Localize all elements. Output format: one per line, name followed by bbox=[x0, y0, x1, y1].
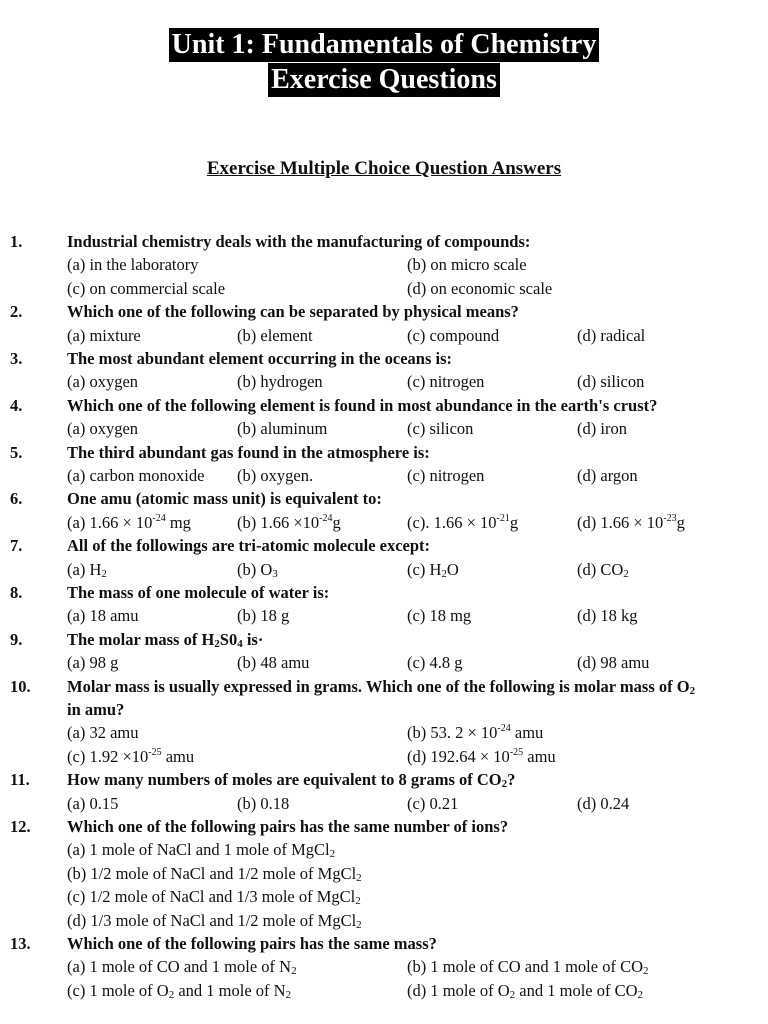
answer-option: (d) $192.64 \times 10^{-25}$ amu bbox=[407, 746, 556, 766]
answer-option: (b) $1.66 \times 10^{-24}g$ bbox=[237, 512, 341, 532]
answer-option: (a) 98 g bbox=[67, 653, 119, 673]
answer-option: (a) $H_2$ bbox=[67, 559, 107, 580]
answer-option: (a) 32 amu bbox=[67, 723, 139, 743]
question-item bbox=[0, 230, 768, 300]
option-row bbox=[67, 885, 768, 908]
question-item bbox=[0, 487, 768, 534]
answer-option: (a) 1 mole of CO and 1 mole of $N_2$ bbox=[67, 957, 297, 978]
answer-option: (d) 1/3 mole of NaCl and 1/2 mole of MgCl$_2$ bbox=[67, 910, 362, 931]
option-row bbox=[67, 745, 768, 768]
option-row bbox=[67, 651, 768, 674]
option-row bbox=[67, 838, 768, 861]
answer-option: (c) 1/2 mole of NaCl and 1/3 mole of MgCl$_2$ bbox=[67, 887, 361, 908]
question-number: 5. bbox=[10, 442, 23, 462]
option-row bbox=[67, 604, 768, 627]
answer-option: (b) hydrogen bbox=[237, 372, 323, 392]
question-item bbox=[0, 581, 768, 628]
answer-option: (b) 1 mole of CO and 1 mole of $CO_2$ bbox=[407, 957, 649, 978]
answer-option: (c) $H_2O$ bbox=[407, 559, 459, 580]
question-item bbox=[0, 932, 768, 1002]
answer-option: (d) 1 mole of $O_2$ and 1 mole of $CO_2$ bbox=[407, 980, 644, 1001]
answer-option: (a) in the laboratory bbox=[67, 255, 199, 275]
question-text: The mass of one molecule of water is: bbox=[67, 582, 330, 602]
option-row bbox=[67, 558, 768, 581]
question-item bbox=[0, 768, 768, 815]
question-text: Which one of the following pairs has the same mass? bbox=[67, 933, 437, 953]
question-text: How many numbers of moles are equivalent to 8 grams of $CO_2$? bbox=[67, 770, 516, 791]
exercise-title: Exercise Questions bbox=[268, 63, 500, 97]
question-text: All of the followings are tri-atomic molecule except: bbox=[67, 536, 431, 556]
answer-option: (a) 18 amu bbox=[67, 606, 139, 626]
answer-option: (d) 0.24 bbox=[577, 793, 630, 813]
question-number: 13. bbox=[10, 933, 31, 953]
question-text: One amu (atomic mass unit) is equivalent to: bbox=[67, 489, 382, 509]
question-text: Which one of the following pairs has the same number of ions? bbox=[67, 816, 509, 836]
answer-option: (d) 18 kg bbox=[577, 606, 638, 626]
question-number: 7. bbox=[10, 536, 23, 556]
question-number: 4. bbox=[10, 395, 23, 415]
answer-option: (b) 53. $2 \times 10^{-24}$ amu bbox=[407, 723, 544, 743]
answer-option: (c) compound bbox=[407, 325, 500, 345]
answer-option: (d) iron bbox=[577, 419, 627, 439]
unit-title: Unit 1: Fundamentals of Chemistry bbox=[169, 28, 600, 62]
answer-option: (a) 0.15 bbox=[67, 793, 119, 813]
option-row bbox=[67, 955, 768, 978]
question-text: Which one of the following element is found in most abundance in the earth's crust? bbox=[67, 395, 658, 415]
answer-option: (d) on economic scale bbox=[407, 278, 553, 298]
answer-option: (a) mixture bbox=[67, 325, 141, 345]
answer-option: (c) nitrogen bbox=[407, 465, 485, 485]
option-row bbox=[67, 324, 768, 347]
question-text: The third abundant gas found in the atmosphere is: bbox=[67, 442, 430, 462]
answer-option: (c) 4.8 g bbox=[407, 653, 463, 673]
answer-option: (d) radical bbox=[577, 325, 646, 345]
option-row bbox=[67, 277, 768, 300]
answer-option: (d) silicon bbox=[577, 372, 645, 392]
question-text: The molar mass of $H_2S0_4$ is· bbox=[67, 629, 264, 650]
answer-option: (b) oxygen. bbox=[237, 465, 314, 485]
answer-option: (d) $CO_2$ bbox=[577, 559, 629, 580]
option-row bbox=[67, 417, 768, 440]
answer-option: (c) nitrogen bbox=[407, 372, 485, 392]
answer-option: (b) aluminum bbox=[237, 419, 328, 439]
answer-option: (d) 98 amu bbox=[577, 653, 650, 673]
option-row bbox=[67, 464, 768, 487]
answer-option: (c) silicon bbox=[407, 419, 474, 439]
option-row bbox=[67, 511, 768, 534]
question-number: 12. bbox=[10, 816, 31, 836]
answer-option: (a) oxygen bbox=[67, 372, 139, 392]
question-item bbox=[0, 441, 768, 488]
option-row bbox=[67, 909, 768, 932]
answer-option: (a) carbon monoxide bbox=[67, 465, 205, 485]
option-row bbox=[67, 370, 768, 393]
question-number: 10. bbox=[10, 676, 31, 696]
answer-option: (a) $1.66 \times 10^{-24}$ mg bbox=[67, 512, 191, 532]
answer-option: (c) on commercial scale bbox=[67, 278, 226, 298]
section-subtitle: Exercise Multiple Choice Question Answers bbox=[206, 158, 562, 179]
question-item bbox=[0, 394, 768, 441]
answer-option: (c) 1 mole of $O_2$ and 1 mole of $N_2$ bbox=[67, 980, 292, 1001]
answer-option: (c) 18 mg bbox=[407, 606, 472, 626]
question-number: 6. bbox=[10, 489, 23, 509]
question-number: 1. bbox=[10, 232, 23, 251]
answer-option: (c) $1.92 \times 10^{-25}$ amu bbox=[67, 746, 195, 766]
question-text: Industrial chemistry deals with the manufacturing of compounds: bbox=[67, 232, 531, 251]
option-row bbox=[67, 253, 768, 276]
answer-option: (d) $1.66 \times 10^{-23}g$ bbox=[577, 512, 685, 532]
answer-option: (b) 0.18 bbox=[237, 793, 290, 813]
answer-option: (c). $1.66 \times 10^{-21}g$ bbox=[407, 512, 519, 532]
answer-option: (b) 18 g bbox=[237, 606, 290, 626]
option-row bbox=[67, 979, 768, 1002]
answer-option: (b) $O_3$ bbox=[237, 559, 278, 580]
question-number: 11. bbox=[10, 770, 30, 790]
question-item bbox=[0, 675, 768, 769]
answer-option: (b) 48 amu bbox=[237, 653, 310, 673]
question-item bbox=[0, 628, 768, 675]
question-text: Which one of the following can be separated by physical means? bbox=[67, 302, 519, 322]
answer-option: (b) element bbox=[237, 325, 313, 345]
question-text: Molar mass is usually expressed in grams. Which one of the following is molar mass of $O_2$ in amu? bbox=[67, 676, 696, 719]
option-row bbox=[67, 792, 768, 815]
question-list bbox=[0, 230, 768, 1002]
question-text: The most abundant element occurring in the oceans is: bbox=[67, 348, 452, 368]
question-number: 3. bbox=[10, 348, 23, 368]
question-item bbox=[0, 347, 768, 394]
option-row bbox=[67, 721, 768, 744]
answer-option: (b) 1/2 mole of NaCl and 1/2 mole of MgCl$_2$ bbox=[67, 863, 362, 884]
answer-option: (a) oxygen bbox=[67, 419, 139, 439]
answer-option: (b) on micro scale bbox=[407, 255, 527, 275]
question-item bbox=[0, 815, 768, 932]
answer-option: (a) 1 mole of NaCl and 1 mole of MgCl$_2$ bbox=[67, 840, 336, 861]
question-number: 8. bbox=[10, 582, 23, 602]
answer-option: (d) argon bbox=[577, 465, 638, 485]
question-item bbox=[0, 534, 768, 581]
title-block bbox=[0, 28, 768, 97]
answer-option: (c) 0.21 bbox=[407, 793, 459, 813]
question-number: 2. bbox=[10, 302, 23, 322]
question-number: 9. bbox=[10, 629, 23, 649]
question-item bbox=[0, 300, 768, 347]
option-row bbox=[67, 862, 768, 885]
